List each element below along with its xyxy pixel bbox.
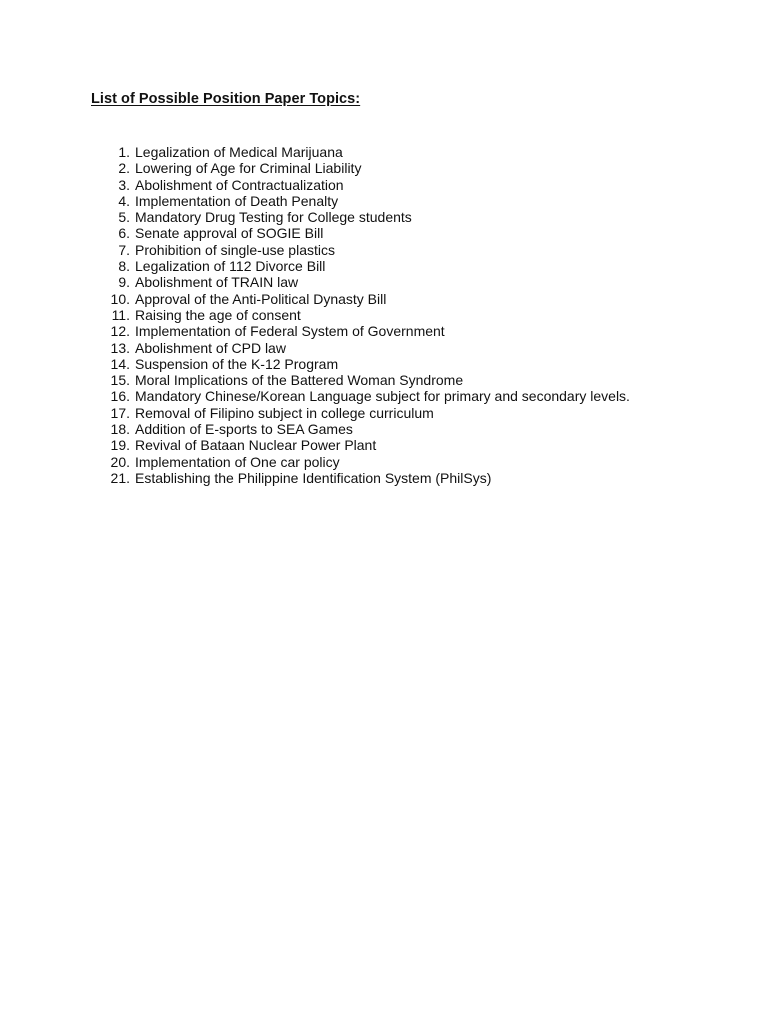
topic-number: 2. <box>118 160 130 177</box>
topic-text: Abolishment of CPD law <box>135 339 286 356</box>
topic-text: Prohibition of single-use plastics <box>135 241 335 258</box>
topic-number: 3. <box>118 176 130 193</box>
topic-item-4 <box>100 193 630 209</box>
topic-number: 1. <box>118 144 130 160</box>
topic-text: Approval of the Anti-Political Dynasty Bill <box>135 290 387 307</box>
topic-text: Revival of Bataan Nuclear Power Plant <box>135 437 377 454</box>
topic-number: 11. <box>111 306 130 323</box>
topic-text: Implementation of Federal System of Government <box>135 323 445 340</box>
topic-number: 9. <box>118 274 130 291</box>
topic-item-8 <box>100 258 630 274</box>
topic-text: Implementation of Death Penalty <box>135 192 339 209</box>
topic-item-2 <box>100 160 630 176</box>
topic-text: Senate approval of SOGIE Bill <box>135 225 324 242</box>
topic-number: 12. <box>110 323 130 340</box>
topic-item-16 <box>100 388 630 404</box>
topic-number: 16. <box>110 388 130 405</box>
topic-text: Legalization of 112 Divorce Bill <box>135 258 326 275</box>
topic-item-11 <box>100 307 630 323</box>
topic-item-6 <box>100 225 630 241</box>
topic-number: 20. <box>110 453 130 470</box>
topic-number: 15. <box>110 372 130 389</box>
document-title: List of Possible Position Paper Topics: <box>91 91 361 107</box>
topic-number: 7. <box>118 241 130 258</box>
topic-text: Removal of Filipino subject in college curriculum <box>135 404 434 421</box>
topic-item-19 <box>100 437 630 453</box>
topic-text: Lowering of Age for Criminal Liability <box>135 160 362 177</box>
topic-number: 13. <box>110 339 130 356</box>
topic-item-20 <box>100 454 630 470</box>
topic-item-12 <box>100 323 630 339</box>
topic-item-17 <box>100 405 630 421</box>
topic-item-21 <box>100 470 630 486</box>
topic-item-9 <box>100 274 630 290</box>
topic-number: 17. <box>110 404 130 421</box>
topic-text: Mandatory Chinese/Korean Language subject for primary and secondary levels. <box>135 388 630 405</box>
topic-item-7 <box>100 242 630 258</box>
topic-text: Mandatory Drug Testing for College students <box>135 209 412 226</box>
topic-text: Moral Implications of the Battered Woman Syndrome <box>135 372 464 389</box>
topic-item-14 <box>100 356 630 372</box>
topic-text: Establishing the Philippine Identification System (PhilSys) <box>135 469 492 486</box>
topic-number: 14. <box>110 355 130 372</box>
topic-item-3 <box>100 177 630 193</box>
topic-text: Abolishment of Contractualization <box>135 176 344 193</box>
topic-number: 10. <box>110 290 130 307</box>
topic-text: Addition of E-sports to SEA Games <box>135 421 353 438</box>
topic-number: 19. <box>110 437 130 454</box>
topic-number: 8. <box>118 258 130 275</box>
topic-item-1 <box>100 144 630 160</box>
topic-text: Suspension of the K-12 Program <box>135 355 339 372</box>
topic-list <box>100 144 630 486</box>
topic-text: Implementation of One car policy <box>135 453 340 470</box>
topic-text: Raising the age of consent <box>135 306 301 323</box>
topic-item-13 <box>100 340 630 356</box>
topic-number: 18. <box>110 421 130 438</box>
topic-number: 6. <box>118 225 130 242</box>
topic-number: 5. <box>118 209 130 226</box>
topic-text: Abolishment of TRAIN law <box>135 274 299 291</box>
topic-item-5 <box>100 209 630 225</box>
topic-number: 21. <box>110 469 130 486</box>
topic-text: Legalization of Medical Marijuana <box>135 144 343 160</box>
topic-item-10 <box>100 291 630 307</box>
topic-item-18 <box>100 421 630 437</box>
topic-item-15 <box>100 372 630 388</box>
topic-number: 4. <box>118 192 130 209</box>
